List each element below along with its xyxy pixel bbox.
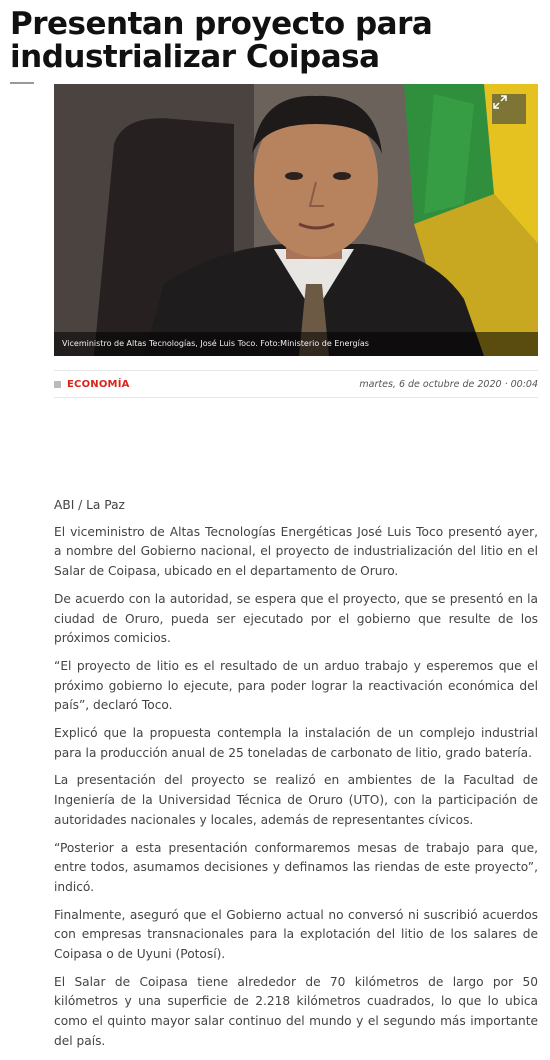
portrait-illustration bbox=[54, 84, 538, 356]
headline-divider bbox=[10, 82, 34, 84]
photo-caption: Viceministro de Altas Tecnologías, José Luis Toco. Foto:Ministerio de Energías bbox=[54, 332, 538, 356]
article-meta-bar bbox=[54, 370, 538, 398]
publish-date: martes, 6 de octubre de 2020 · 00:04 bbox=[359, 378, 538, 390]
paragraph: “El proyecto de litio es el resultado de un arduo trabajo y esperemos que el próximo gobierno lo ejecute, para poder lograr la reactivación económica del país”, declaró Toco. bbox=[54, 658, 538, 713]
byline: ABI / La Paz bbox=[54, 498, 125, 512]
paragraph: Explicó que la propuesta contempla la instalación de un complejo industrial para la producción anual de 25 toneladas de carbonato de litio, grado batería. bbox=[54, 726, 538, 760]
article-body bbox=[54, 496, 538, 1060]
paragraph: “Posterior a esta presentación conformaremos mesas de trabajo para que, entre todos, asumamos decisiones y definamos las riendas de este proyecto”, indicó. bbox=[54, 840, 538, 894]
category-label[interactable]: ECONOMÍA bbox=[67, 378, 130, 390]
paragraph: El Salar de Coipasa tiene alrededor de 70 kilómetros de largo por 50 kilómetros y una superficie de 2.218 kilómetros cuadrados, lo que lo ubica como el quinto mayor salar continuo del mundo y el segundo más importante del país. bbox=[54, 974, 538, 1048]
paragraph: La presentación del proyecto se realizó en ambientes de la Facultad de Ingeniería de la Universidad Técnica de Oruro (UTO), con la participación de autoridades nacionales y locales, además de representantes cívicos. bbox=[54, 773, 538, 827]
category-square-icon bbox=[54, 381, 61, 388]
article-headline: Presentan proyecto para industrializar Coipasa bbox=[10, 6, 433, 75]
paragraph: Finalmente, aseguró que el Gobierno actual no conversó ni suscribió acuerdos con empresas transnacionales para la explotación del litio de los salares de Coipasa o de Uyuni (Potosí). bbox=[54, 907, 538, 962]
category-tag[interactable] bbox=[54, 379, 130, 390]
paragraph: De acuerdo con la autoridad, se espera que el proyecto, que se presentó en la ciudad de Oruro, pueda ser ejecutado por el gobierno que resulte de los próximos comicios. bbox=[54, 591, 538, 646]
expand-icon-button[interactable] bbox=[492, 94, 526, 124]
expand-icon bbox=[492, 94, 508, 110]
article-photo[interactable] bbox=[54, 84, 538, 356]
paragraph: El viceministro de Altas Tecnologías Energéticas José Luis Toco presentó ayer, a nombre del Gobierno nacional, el proyecto de industrialización del litio en el Salar de Coipasa, ubicado en el departamento de Oruro. bbox=[54, 524, 538, 579]
